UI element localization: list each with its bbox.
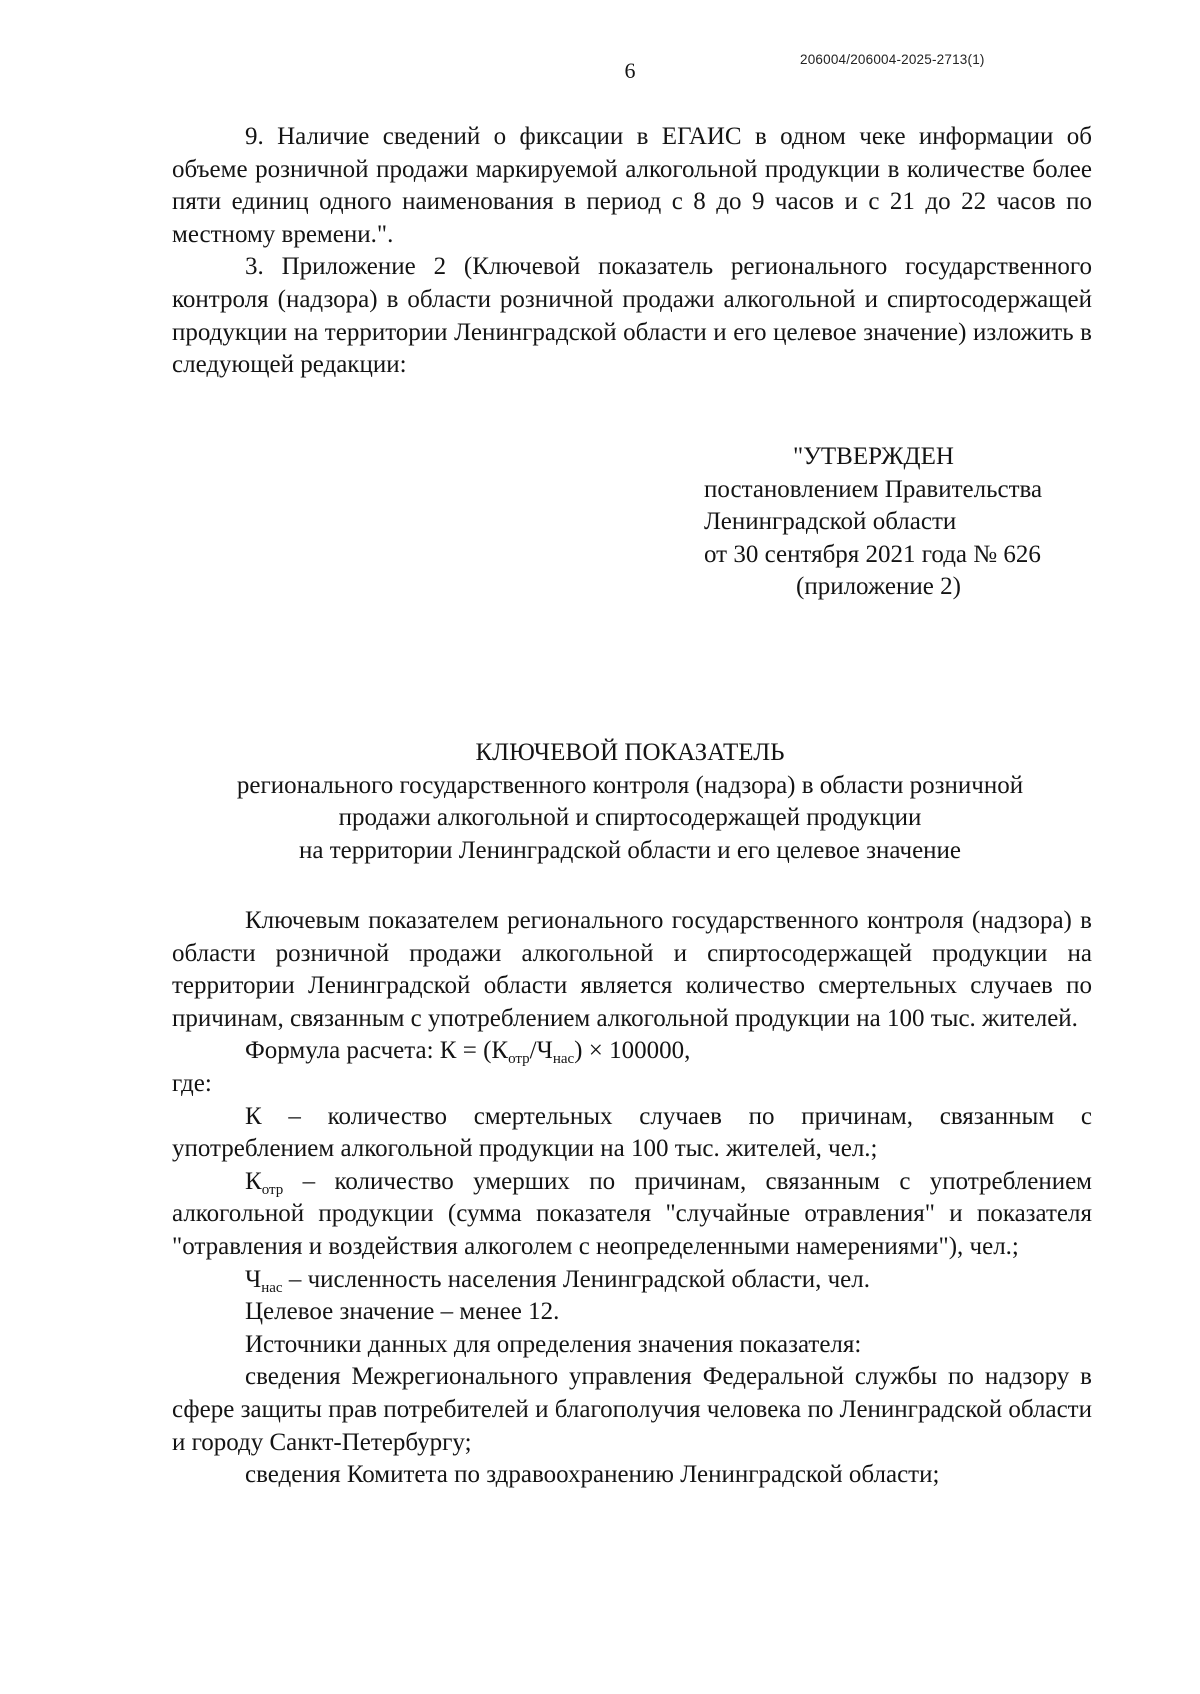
formula-prefix: Формула расчета: К = (К (245, 1037, 509, 1065)
intro-paragraph: Ключевым показателем регионального государственного контроля (надзора) в области розничной продажи алкогольной и спиртосодержащей продукции на территории Ленинградской области является количество смертельных случаев по причинам, связанным с употреблением алкогольной продукции на 100 тыс. жителей. (172, 907, 1092, 1032)
approval-line-appendix: (приложение 2) (796, 573, 961, 601)
document-number: 206004/206004-2025-2713(1) (800, 52, 985, 67)
title-line-2: продажи алкогольной и спиртосодержащей продукции (338, 804, 922, 832)
paragraph-item-9: 9. Наличие сведений о фиксации в ЕГАИС в одном чеке информации об объеме розничной продажи маркируемой алкогольной продукции в количестве более пяти единиц одного наименования в период с 8 до 9 часов и с 21 до 22 часов по местному времени.". (172, 123, 1092, 248)
title-line-1: регионального государственного контроля (надзора) в области розничной (236, 771, 1024, 799)
chnas-subscript: нас (261, 1279, 283, 1296)
title-line-3: на территории Ленинградской области и его целевое значение (298, 836, 962, 864)
approval-line-date: от 30 сентября 2021 года № 626 (704, 540, 1041, 568)
kotr-subscript: отр (261, 1181, 284, 1198)
kotr-symbol: К (245, 1167, 262, 1195)
document-title (150, 737, 1110, 867)
top-paragraphs (172, 121, 1092, 382)
formula-suffix: ) × 100000, (574, 1037, 691, 1065)
approval-line-resolution: постановлением Правительства (704, 475, 1043, 503)
source-item-rospotrebnadzor: сведения Межрегионального управления Федеральной службы по надзору в сфере защиты прав потребителей и благополучия человека по Ленинградской области и городу Санкт-Петербургу; (172, 1363, 1092, 1456)
sources-heading: Источники данных для определения значения показателя: (245, 1330, 862, 1358)
kotr-definition (172, 1166, 1092, 1264)
indicator-body (172, 905, 1092, 1492)
formula-line (172, 1035, 1092, 1068)
approval-line-region: Ленинградской области (704, 508, 957, 536)
paragraph-amendment-3: 3. Приложение 2 (Ключевой показатель регионального государственного контроля (надзора) в области розничной продажи алкогольной и спиртосодержащей продукции на территории Ленинградской области и его целевое значение) изложить в следующей редакции: (172, 253, 1092, 379)
approval-stamp (704, 441, 1124, 604)
formula-sub-otr: отр (508, 1051, 530, 1068)
source-item-health-committee: сведения Комитета по здравоохранению Ленинградской области; (245, 1461, 940, 1489)
k-definition: К – количество смертельных случаев по причинам, связанным с употреблением алкогольной продукции на 100 тыс. жителей, чел.; (172, 1102, 1092, 1163)
chnas-definition (172, 1264, 1092, 1297)
title-heading: КЛЮЧЕВОЙ ПОКАЗАТЕЛЬ (475, 739, 785, 766)
formula-sub-nas: нас (552, 1051, 575, 1068)
formula-middle: /Ч (529, 1037, 553, 1065)
approval-line-approved: "УТВЕРЖДЕН (793, 443, 954, 470)
where-label: где: (172, 1069, 212, 1097)
chnas-symbol: Ч (245, 1265, 262, 1293)
chnas-text: – численность населения Ленинградской области, чел. (282, 1265, 870, 1293)
page-number: 6 (624, 58, 636, 83)
kotr-text: – количество умерших по причинам, связанным с употреблением алкогольной продукции (сумма показателя "случайные отравления" и показателя "отравления и воздействия алкоголем с неопределенными намерениями"), чел.; (172, 1167, 1092, 1260)
target-value: Целевое значение – менее 12. (245, 1298, 560, 1326)
